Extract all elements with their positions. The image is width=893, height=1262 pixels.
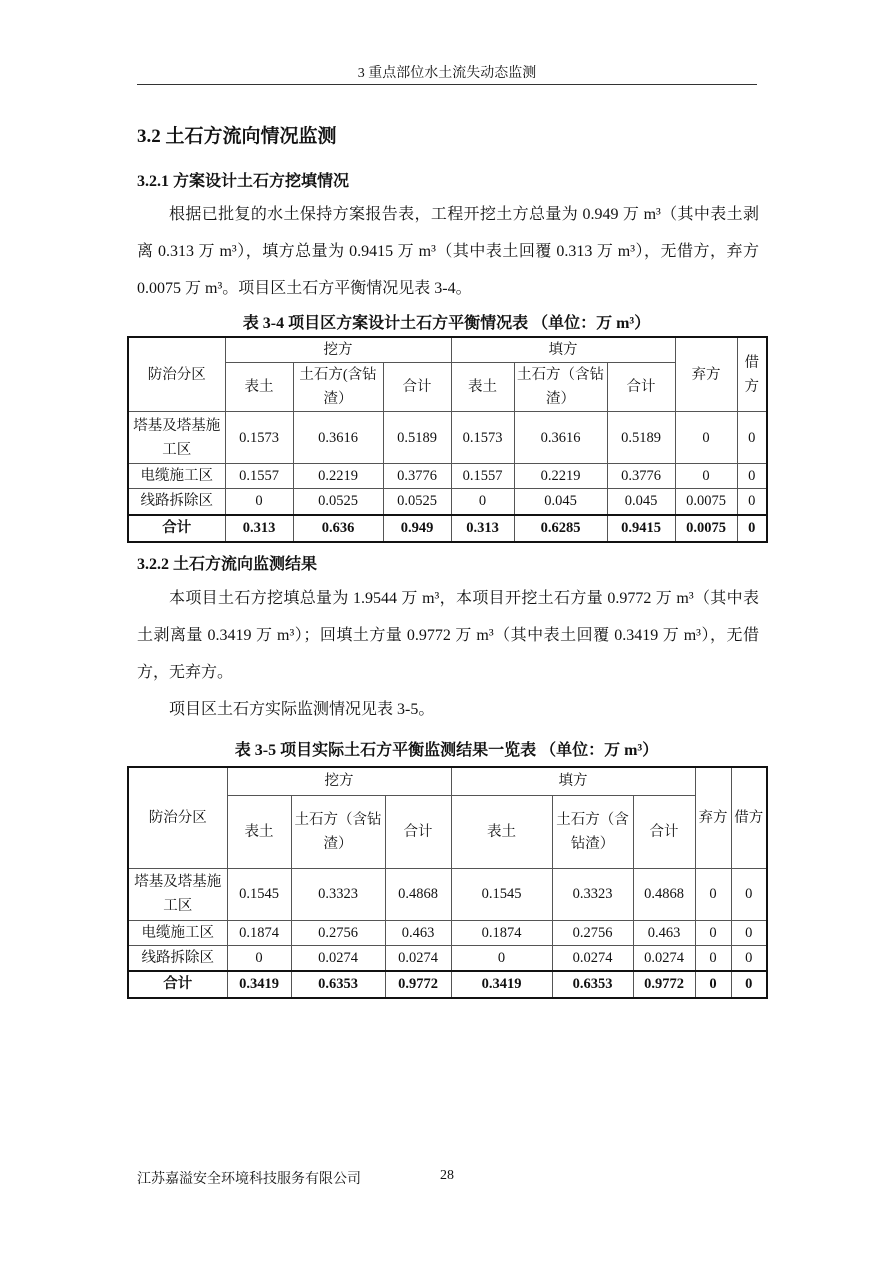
value-cell: 0.3419 <box>227 971 291 998</box>
total-row <box>128 971 767 998</box>
value-cell: 0.6353 <box>291 971 385 998</box>
value-cell: 0 <box>451 489 514 515</box>
value-cell: 0.3776 <box>383 464 451 489</box>
value-cell: 0.0075 <box>675 489 737 515</box>
value-cell: 0.045 <box>607 489 675 515</box>
header-cut-earth: 土石方(含钻渣） <box>293 363 383 412</box>
value-cell: 0.045 <box>514 489 607 515</box>
header-fill: 填方 <box>451 767 695 795</box>
value-cell: 0.1545 <box>227 868 291 920</box>
value-cell: 0.9772 <box>633 971 695 998</box>
value-cell: 0 <box>731 971 767 998</box>
value-cell: 0 <box>695 920 731 945</box>
value-cell: 0.3419 <box>451 971 552 998</box>
value-cell: 0.4868 <box>633 868 695 920</box>
header-waste: 弃方 <box>695 767 731 868</box>
table-3-5-caption: 表 3-5 项目实际土石方平衡监测结果一览表 （单位：万 m³） <box>234 742 659 759</box>
header-borrow: 借方 <box>731 767 767 868</box>
value-cell: 0.636 <box>293 515 383 542</box>
value-cell: 0.0274 <box>385 945 451 971</box>
value-cell: 0.9772 <box>385 971 451 998</box>
value-cell: 0.1557 <box>225 464 293 489</box>
value-cell: 0.463 <box>633 920 695 945</box>
value-cell: 0.2219 <box>514 464 607 489</box>
value-cell: 0.3616 <box>514 412 607 464</box>
zone-cell: 电缆施工区 <box>128 920 227 945</box>
value-cell: 0.313 <box>451 515 514 542</box>
total-row <box>128 515 767 542</box>
header-zone: 防治分区 <box>128 767 227 868</box>
table-row <box>128 868 767 920</box>
subsection-title-1: 3.2.1 方案设计土石方挖填情况 <box>137 173 350 190</box>
header-waste: 弃方 <box>675 337 737 412</box>
header-cut-sum: 合计 <box>385 795 451 868</box>
value-cell: 0.9415 <box>607 515 675 542</box>
value-cell: 0 <box>731 920 767 945</box>
value-cell: 0 <box>675 412 737 464</box>
value-cell: 0.949 <box>383 515 451 542</box>
value-cell: 0 <box>737 489 767 515</box>
value-cell: 0.1874 <box>227 920 291 945</box>
value-cell: 0 <box>451 945 552 971</box>
zone-cell: 塔基及塔基施工区 <box>128 412 225 464</box>
header-fill-sum: 合计 <box>633 795 695 868</box>
header-fill-sum: 合计 <box>607 363 675 412</box>
value-cell: 0.2756 <box>552 920 633 945</box>
value-cell: 0.3776 <box>607 464 675 489</box>
value-cell: 0.463 <box>385 920 451 945</box>
table-3-4 <box>127 336 768 543</box>
value-cell: 0 <box>227 945 291 971</box>
value-cell: 0.5189 <box>607 412 675 464</box>
value-cell: 0.0274 <box>633 945 695 971</box>
value-cell: 0.0075 <box>675 515 737 542</box>
value-cell: 0.1573 <box>451 412 514 464</box>
value-cell: 0.2219 <box>293 464 383 489</box>
header-cut-topsoil: 表土 <box>227 795 291 868</box>
header-borrow: 借方 <box>737 337 767 412</box>
value-cell: 0 <box>695 945 731 971</box>
zone-cell: 塔基及塔基施工区 <box>128 868 227 920</box>
table-row <box>128 412 767 464</box>
header-fill-topsoil: 表土 <box>451 795 552 868</box>
zone-cell: 合计 <box>128 971 227 998</box>
subsection-title-2: 3.2.2 土石方流向监测结果 <box>137 556 318 573</box>
value-cell: 0.1545 <box>451 868 552 920</box>
value-cell: 0 <box>695 868 731 920</box>
value-cell: 0.5189 <box>383 412 451 464</box>
section-title: 3.2 土石方流向情况监测 <box>137 126 337 147</box>
zone-cell: 电缆施工区 <box>128 464 225 489</box>
header-fill-earth: 土石方（含钻渣） <box>552 795 633 868</box>
paragraph-design: 根据已批复的水土保持方案报告表，工程开挖土方总量为 0.949 万 m³（其中表土剥离 0.313 万 m³），填方总量为 0.9415 万 m³（其中表土回覆 0.313 万 m³），无借方，弃方 0.0075 万 m³。项目区土石方平衡情况见表 3-4。 <box>137 206 759 297</box>
value-cell: 0.0525 <box>383 489 451 515</box>
value-cell: 0.1874 <box>451 920 552 945</box>
value-cell: 0 <box>737 515 767 542</box>
value-cell: 0.313 <box>225 515 293 542</box>
header-cut-earth: 土石方（含钻渣） <box>291 795 385 868</box>
header-fill: 填方 <box>451 337 675 363</box>
table-row <box>128 945 767 971</box>
zone-cell: 线路拆除区 <box>128 489 225 515</box>
value-cell: 0 <box>737 464 767 489</box>
value-cell: 0.0525 <box>293 489 383 515</box>
value-cell: 0.3323 <box>291 868 385 920</box>
value-cell: 0.2756 <box>291 920 385 945</box>
header-cut-sum: 合计 <box>383 363 451 412</box>
table-row <box>128 920 767 945</box>
value-cell: 0 <box>731 868 767 920</box>
value-cell: 0.3616 <box>293 412 383 464</box>
value-cell: 0 <box>737 412 767 464</box>
header-cut-topsoil: 表土 <box>225 363 293 412</box>
value-cell: 0.0274 <box>291 945 385 971</box>
table-row <box>128 489 767 515</box>
header-fill-topsoil: 表土 <box>451 363 514 412</box>
value-cell: 0.0274 <box>552 945 633 971</box>
header-cut: 挖方 <box>225 337 451 363</box>
header-divider <box>137 84 757 85</box>
zone-cell: 合计 <box>128 515 225 542</box>
value-cell: 0.3323 <box>552 868 633 920</box>
value-cell: 0.1557 <box>451 464 514 489</box>
value-cell: 0 <box>731 945 767 971</box>
table-3-5 <box>127 766 768 999</box>
value-cell: 0.6285 <box>514 515 607 542</box>
zone-cell: 线路拆除区 <box>128 945 227 971</box>
value-cell: 0 <box>675 464 737 489</box>
value-cell: 0.4868 <box>385 868 451 920</box>
header-zone: 防治分区 <box>128 337 225 412</box>
header-cut: 挖方 <box>227 767 451 795</box>
table-3-4-caption: 表 3-4 项目区方案设计土石方平衡情况表 （单位：万 m³） <box>242 315 651 332</box>
value-cell: 0 <box>695 971 731 998</box>
header-fill-earth: 土石方（含钻渣） <box>514 363 607 412</box>
running-header: 3 重点部位水土流失动态监测 <box>357 66 537 81</box>
page-number: 28 <box>440 1168 454 1183</box>
paragraph-monitoring: 本项目土石方挖填总量为 1.9544 万 m³，本项目开挖土石方量 0.9772 万 m³（其中表土剥离量 0.3419 万 m³）；回填土方量 0.9772 万 m³（其中表土回覆 0.3419 万 m³），无借方，无弃方。 项目区土石方实际监测情况见表 3-5。 <box>137 590 759 718</box>
table-row <box>128 464 767 489</box>
footer-company: 江苏嘉溢安全环境科技服务有限公司 <box>137 1172 361 1187</box>
value-cell: 0 <box>225 489 293 515</box>
value-cell: 0.6353 <box>552 971 633 998</box>
value-cell: 0.1573 <box>225 412 293 464</box>
